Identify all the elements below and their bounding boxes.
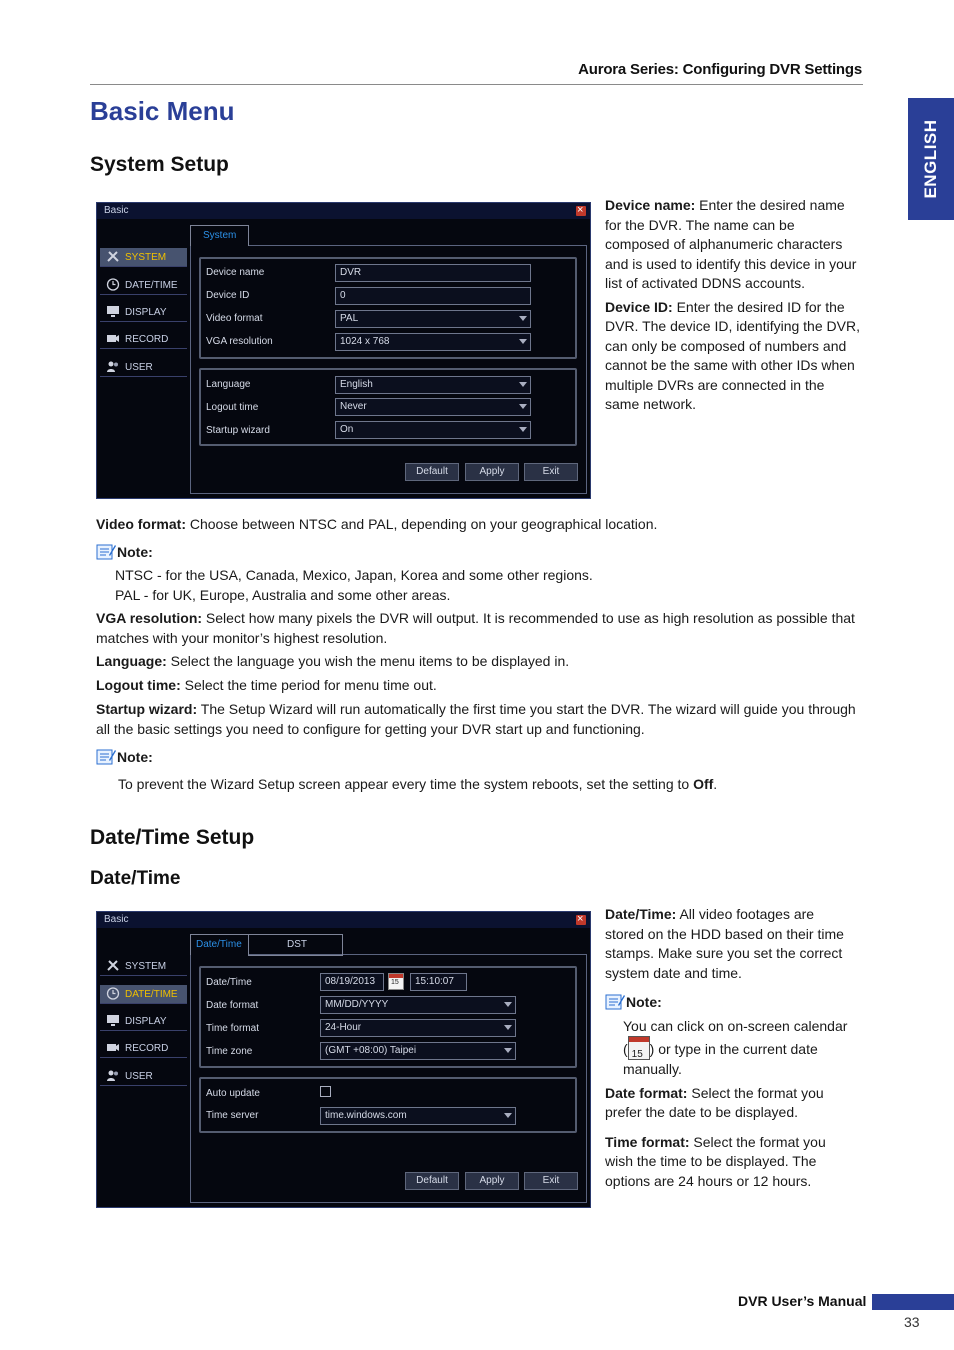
clock-icon bbox=[106, 987, 120, 1000]
menu-label: SYSTEM bbox=[125, 961, 167, 972]
field-label: Video format bbox=[206, 313, 263, 324]
note-2 bbox=[96, 748, 153, 765]
menu-item-user[interactable] bbox=[100, 1067, 187, 1086]
note-label: Note: bbox=[117, 749, 153, 765]
field-label: Date/Time bbox=[206, 977, 252, 988]
language-tab bbox=[908, 98, 954, 220]
menu-item-display[interactable] bbox=[100, 1012, 187, 1031]
field-value: English bbox=[340, 379, 373, 390]
note-icon bbox=[605, 993, 625, 1010]
language-select[interactable] bbox=[335, 376, 531, 394]
term: Logout time: bbox=[96, 677, 181, 693]
default-button[interactable]: Default bbox=[405, 463, 459, 481]
note-text: . bbox=[713, 776, 718, 792]
monitor-icon bbox=[106, 305, 120, 318]
apply-button[interactable]: Apply bbox=[465, 463, 519, 481]
field-label: Device ID bbox=[206, 290, 250, 301]
note-bold: Off bbox=[693, 776, 714, 792]
menu-label: DISPLAY bbox=[125, 307, 167, 318]
device-name-desc bbox=[605, 196, 860, 294]
chevron-down-icon bbox=[504, 1113, 512, 1118]
chevron-down-icon bbox=[519, 427, 527, 432]
field-label: Language bbox=[206, 379, 251, 390]
field-value: On bbox=[340, 424, 354, 435]
field-value: 24-Hour bbox=[325, 1022, 362, 1033]
field-value: (GMT +08:00) Taipei bbox=[325, 1045, 417, 1056]
window-titlebar bbox=[97, 912, 590, 928]
chevron-down-icon bbox=[519, 339, 527, 344]
field-label: Device name bbox=[206, 267, 265, 278]
field-value: DVR bbox=[340, 267, 362, 278]
page-title: Basic Menu bbox=[90, 96, 235, 126]
camera-icon bbox=[106, 1041, 120, 1054]
chevron-down-icon bbox=[504, 1002, 512, 1007]
menu-label: USER bbox=[125, 1071, 153, 1082]
language-tab-label: ENGLISH bbox=[921, 119, 940, 199]
chevron-down-icon bbox=[504, 1048, 512, 1053]
desc: The Setup Wizard will run automatically the first time you start the DVR. The wizard will guide you through all the basic settings you need to configure for getting your DVR start up and functioning. bbox=[96, 701, 856, 737]
chevron-down-icon bbox=[519, 404, 527, 409]
menu-item-system[interactable] bbox=[100, 248, 187, 267]
note-icon bbox=[96, 748, 116, 765]
note-2-text bbox=[118, 775, 818, 795]
time-format-desc bbox=[605, 1133, 850, 1192]
field-value: PAL bbox=[340, 313, 359, 324]
desc: All video footages are stored on the HDD based on their time stamps. Make sure you set the correct system date and time. bbox=[605, 906, 844, 981]
tab-label: Date/Time bbox=[196, 939, 242, 950]
term: VGA resolution: bbox=[96, 610, 203, 626]
running-header: Aurora Series: Configuring DVR Settings bbox=[578, 61, 862, 78]
tools-icon bbox=[106, 250, 120, 263]
calendar-icon bbox=[628, 1036, 650, 1060]
term: Language: bbox=[96, 653, 167, 669]
desc: Choose between NTSC and PAL, depending on your geographical location. bbox=[185, 516, 658, 532]
tab-dst[interactable] bbox=[248, 934, 343, 956]
date-input[interactable] bbox=[320, 973, 384, 991]
desc: Select the language you wish the menu items to be displayed in. bbox=[166, 653, 570, 669]
term: Date/Time: bbox=[605, 906, 677, 922]
close-icon[interactable] bbox=[576, 206, 586, 216]
tab-datetime[interactable] bbox=[190, 934, 249, 955]
tab-label: System bbox=[203, 230, 237, 241]
close-icon[interactable] bbox=[576, 915, 586, 925]
apply-button[interactable]: Apply bbox=[465, 1172, 519, 1190]
video-format-para bbox=[96, 515, 861, 535]
camera-icon bbox=[106, 332, 120, 345]
term: Device name: bbox=[605, 197, 696, 213]
menu-item-display[interactable] bbox=[100, 303, 187, 322]
desc: Select the time period for menu time out. bbox=[180, 677, 437, 693]
note-label: Note: bbox=[117, 544, 153, 560]
datetime-setup-heading: Date/Time Setup bbox=[90, 826, 255, 849]
header-rule bbox=[90, 84, 863, 85]
footer-manual-title: DVR User’s Manual bbox=[738, 1293, 867, 1309]
term: Video format: bbox=[96, 516, 186, 532]
monitor-icon bbox=[106, 1014, 120, 1027]
time-server-label: Time server bbox=[206, 1110, 259, 1121]
desc: Enter the desired name for the DVR. The name can be composed of alphanumeric characters and is used to identify this device in your list of activated DDNS accounts. bbox=[605, 197, 857, 291]
menu-label: USER bbox=[125, 362, 153, 373]
time-input[interactable] bbox=[410, 973, 467, 991]
field-value: 0 bbox=[340, 290, 346, 301]
field-label: Startup wizard bbox=[206, 425, 270, 436]
menu-label: RECORD bbox=[125, 334, 169, 345]
note-text: You can click on on-screen calendar ( bbox=[623, 1017, 848, 1057]
datetime-screenshot bbox=[96, 911, 591, 1208]
auto-update-checkbox[interactable] bbox=[320, 1086, 331, 1097]
tab-label: DST bbox=[287, 939, 307, 950]
clock-icon bbox=[106, 278, 120, 291]
time-server-select[interactable] bbox=[320, 1107, 516, 1125]
term: Startup wizard: bbox=[96, 701, 198, 717]
field-label: Time format bbox=[206, 1023, 259, 1034]
logout-para bbox=[96, 676, 861, 696]
menu-label: DATE/TIME bbox=[125, 989, 178, 1000]
time-zone-select[interactable] bbox=[320, 1042, 516, 1060]
menu-label: DATE/TIME bbox=[125, 280, 178, 291]
desc: Enter the desired ID for the DVR. The device ID, identifying the DVR, can only be composed of numbers and cannot be the same with other IDs when multiple DVRs are connected in the same network. bbox=[605, 298, 860, 412]
vga-resolution-select[interactable] bbox=[335, 333, 531, 351]
window-title: Basic bbox=[104, 914, 129, 925]
users-icon bbox=[106, 1069, 120, 1082]
desc: Select how many pixels the DVR will output. It is recommended to use as high resolution as possible that matches with your monitor’s highest resolution. bbox=[96, 610, 855, 646]
note-line: NTSC - for the USA, Canada, Mexico, Japan, Korea and some other regions. bbox=[115, 567, 593, 583]
calendar-day: 15 bbox=[631, 1049, 643, 1060]
footer-accent-bar bbox=[872, 1294, 954, 1310]
chevron-down-icon bbox=[519, 382, 527, 387]
note-1-text bbox=[115, 566, 815, 605]
field-label: Date format bbox=[206, 1000, 259, 1011]
exit-button[interactable]: Exit bbox=[524, 1172, 578, 1190]
datetime-desc bbox=[605, 905, 850, 983]
date-format-select[interactable] bbox=[320, 996, 516, 1014]
tab-system[interactable] bbox=[190, 225, 249, 246]
term: Device ID: bbox=[605, 298, 673, 315]
tools-icon bbox=[106, 959, 120, 972]
exit-button[interactable]: Exit bbox=[524, 463, 578, 481]
datetime-side-text bbox=[605, 905, 850, 1195]
page-number: 33 bbox=[904, 1314, 920, 1330]
menu-item-user[interactable] bbox=[100, 358, 187, 377]
field-label: Time zone bbox=[206, 1046, 253, 1057]
field-value: 15:10:07 bbox=[415, 976, 454, 987]
default-button[interactable]: Default bbox=[405, 1172, 459, 1190]
device-id-input[interactable] bbox=[335, 287, 531, 305]
note-text: ) or type in the current date manually. bbox=[623, 1041, 818, 1077]
note-line: PAL - for UK, Europe, Australia and some other areas. bbox=[115, 586, 451, 603]
term: Date format: bbox=[605, 1084, 688, 1101]
menu-item-system[interactable] bbox=[100, 957, 187, 976]
vga-para bbox=[96, 609, 861, 648]
language-para bbox=[96, 652, 861, 672]
system-side-text bbox=[605, 196, 860, 419]
menu-label: RECORD bbox=[125, 1043, 169, 1054]
field-label: VGA resolution bbox=[206, 336, 273, 347]
menu-item-datetime[interactable] bbox=[100, 276, 187, 295]
field-value: Never bbox=[340, 401, 367, 412]
device-id-desc bbox=[605, 298, 860, 415]
auto-update-label: Auto update bbox=[206, 1088, 260, 1099]
field-value: time.windows.com bbox=[325, 1110, 407, 1121]
menu-item-record[interactable] bbox=[100, 1039, 187, 1058]
logout-time-select[interactable] bbox=[335, 398, 531, 416]
menu-label: SYSTEM bbox=[125, 252, 167, 263]
system-setup-heading: System Setup bbox=[90, 153, 229, 176]
system-screenshot bbox=[96, 202, 591, 499]
field-value: 08/19/2013 bbox=[325, 976, 376, 987]
window-title: Basic bbox=[104, 205, 129, 216]
term: Time format: bbox=[605, 1133, 690, 1150]
note-1 bbox=[96, 543, 153, 560]
calendar-header bbox=[629, 1037, 649, 1042]
calendar-day: 15 bbox=[391, 979, 399, 986]
menu-item-datetime[interactable] bbox=[100, 985, 187, 1004]
note-icon bbox=[96, 543, 116, 560]
window-titlebar bbox=[97, 203, 590, 219]
calendar-icon[interactable] bbox=[388, 973, 404, 990]
device-name-input[interactable] bbox=[335, 264, 531, 282]
note-3 bbox=[605, 993, 850, 1013]
note-3-text bbox=[623, 1017, 850, 1080]
note-text: To prevent the Wizard Setup screen appear every time the system reboots, set the setting to bbox=[118, 776, 694, 792]
startup-wizard-select[interactable] bbox=[335, 421, 531, 439]
field-label: Logout time bbox=[206, 402, 259, 413]
field-value: 1024 x 768 bbox=[340, 336, 390, 347]
date-format-desc bbox=[605, 1084, 850, 1123]
chevron-down-icon bbox=[504, 1025, 512, 1030]
users-icon bbox=[106, 360, 120, 373]
datetime-subheading: Date/Time bbox=[90, 868, 181, 889]
menu-item-record[interactable] bbox=[100, 330, 187, 349]
time-format-select[interactable] bbox=[320, 1019, 516, 1037]
video-format-select[interactable] bbox=[335, 310, 531, 328]
startup-para bbox=[96, 700, 861, 739]
menu-label: DISPLAY bbox=[125, 1016, 167, 1027]
field-value: MM/DD/YYYY bbox=[325, 999, 389, 1010]
note-label: Note: bbox=[626, 994, 662, 1010]
desc: Select the format you wish the time to be displayed. The options are 24 hours or 12 hours. bbox=[605, 1133, 826, 1189]
desc: Select the format you prefer the date to be displayed. bbox=[605, 1084, 824, 1120]
chevron-down-icon bbox=[519, 316, 527, 321]
